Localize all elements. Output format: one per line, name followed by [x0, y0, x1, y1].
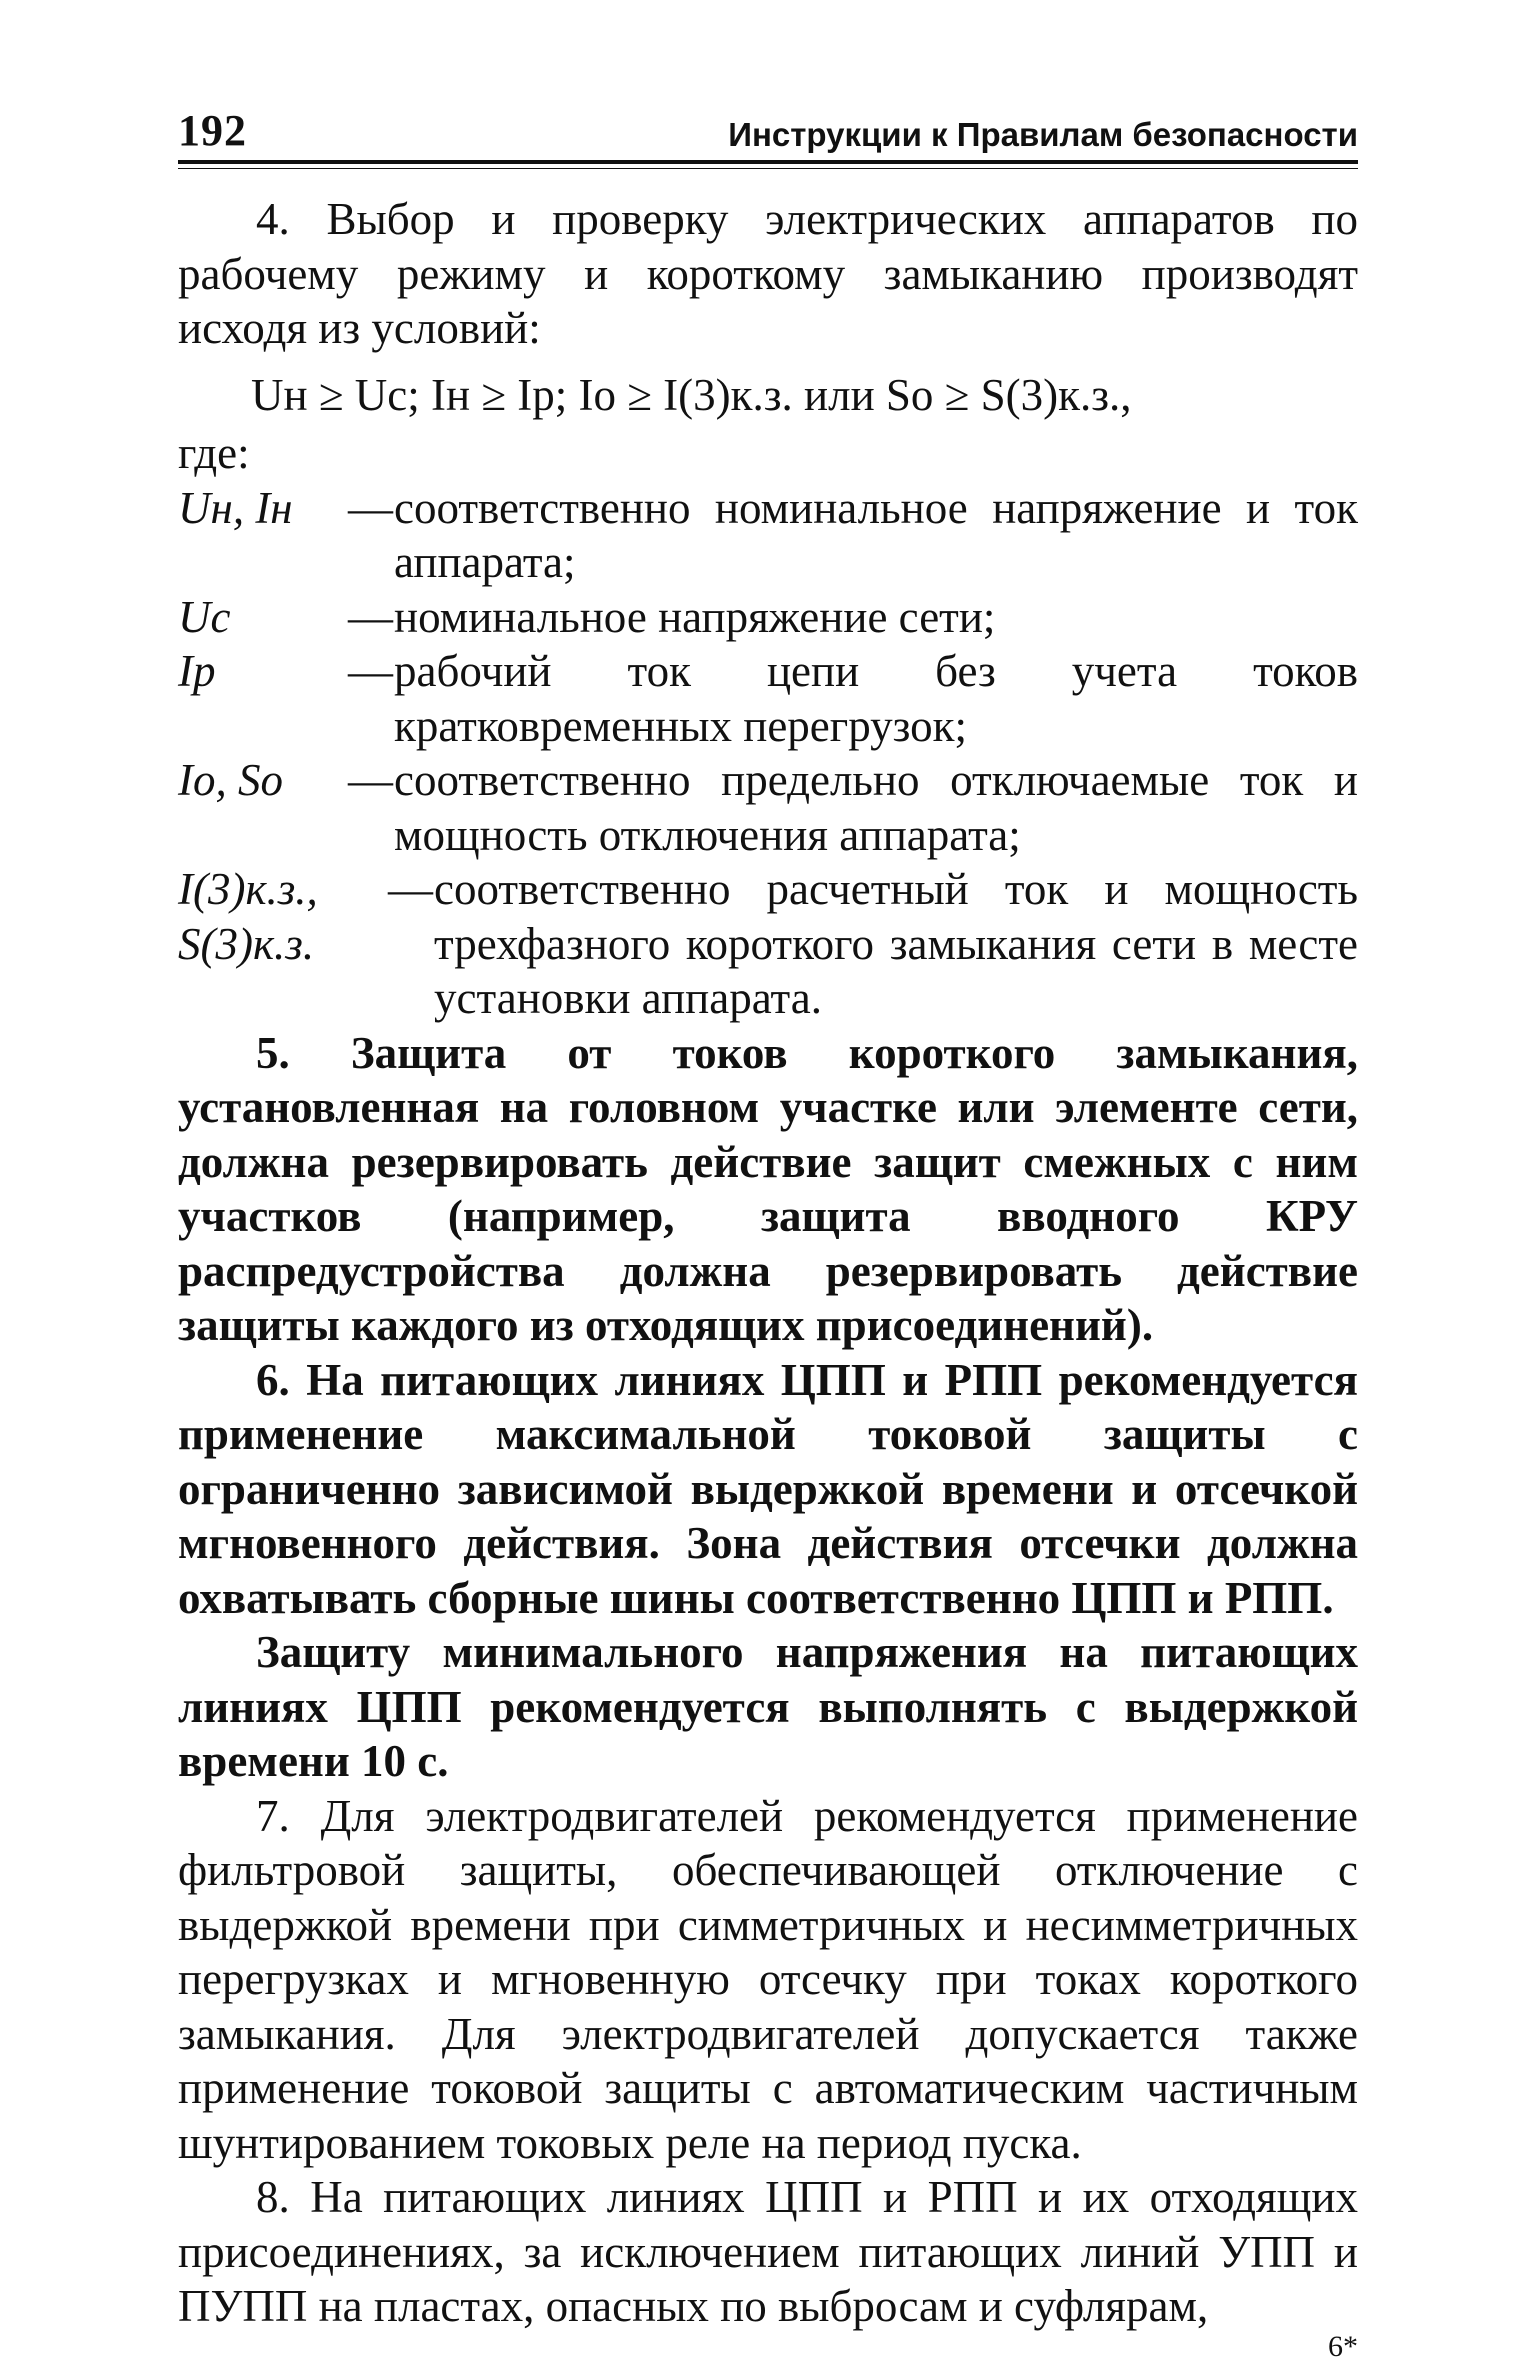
definition-dash: —	[388, 864, 433, 914]
conditions-formula: Uн ≥ Uс; Iн ≥ Iр; Iо ≥ I(3)к.з. или Sо ≥ S(3)к.з.,	[251, 369, 1132, 420]
page-number: 192	[178, 106, 247, 155]
definition-text: соответственно номинальное напряжение и ток аппарата;	[394, 482, 1358, 587]
definition-dash: —	[348, 646, 393, 696]
definition-dash: —	[348, 755, 393, 805]
signature-mark: 6*	[1328, 2330, 1358, 2363]
item-8-paragraph: 8. На питающих линиях ЦПП и РПП и их отходящих присоединениях, за исключением питающих линий УПП и ПУПП на пластах, опасных по выбросам и суфлярам,	[178, 2172, 1358, 2331]
definition-row	[178, 481, 1358, 590]
where-label: где:	[178, 428, 250, 478]
definition-dash: —	[348, 482, 393, 533]
definition-row	[178, 753, 1358, 862]
definition-dash: —	[348, 591, 393, 642]
definition-text: соответственно предельно отключаемые ток и мощность отключения аппарата;	[394, 755, 1358, 860]
running-title: Инструкции к Правилам безопасности	[728, 116, 1358, 153]
undervoltage-paragraph: Защиту минимального напряжения на питающих линиях ЦПП рекомендуется выполнять с выдержкой времени 10 с.	[178, 1627, 1358, 1786]
definition-row	[178, 644, 1358, 753]
definition-symbol: Iо, Sо	[178, 755, 283, 805]
definition-row	[178, 862, 1358, 1026]
item-5-paragraph: 5. Защита от токов короткого замыкания, установленная на головном участке или элементе сети, должна резервировать действие защит смежных с ним участков (например, защита вводного КРУ распредустройства должна резервировать действие защиты каждого из отходящих присоединений).	[178, 1027, 1358, 1350]
definition-text: рабочий ток цепи без учета токов кратковременных перегрузок;	[394, 646, 1358, 751]
definition-symbol: Iр	[178, 646, 216, 696]
book-page	[178, 100, 1358, 2363]
definition-symbol: I(3)к.з., S(3)к.з.	[178, 864, 318, 969]
definition-text: номинальное напряжение сети;	[394, 591, 996, 642]
item-7-paragraph: 7. Для электродвигателей рекомендуется применение фильтровой защиты, обеспечивающей отключение с выдержкой времени при симметричных и несимметричных перегрузках и мгновенную отсечку при токах короткого замыкания. Для электродвигателей допускается также применение токовой защиты с автоматическим частичным шунтированием токовых реле на период пуска.	[178, 1790, 1358, 2168]
definition-row	[178, 590, 1358, 645]
page-body	[178, 192, 1358, 2334]
item-6-paragraph: 6. На питающих линиях ЦПП и РПП рекомендуется применение максимальной токовой защиты с ограниченно зависимой выдержкой времени и отсечкой мгновенного действия. Зона действия отсечки должна охватывать сборные шины соответственно ЦПП и РПП.	[178, 1354, 1358, 1623]
page-header	[178, 100, 1358, 164]
definition-symbol: Uн, Iн	[178, 482, 293, 533]
definition-symbol: Uс	[178, 591, 231, 642]
item-4-intro: 4. Выбор и проверку электрических аппаратов по рабочему режиму и короткому замыканию производят исходя из условий:	[178, 194, 1358, 353]
definition-text: соответственно расчетный ток и мощность трехфазного короткого замыкания сети в месте установки аппарата.	[434, 864, 1358, 1023]
